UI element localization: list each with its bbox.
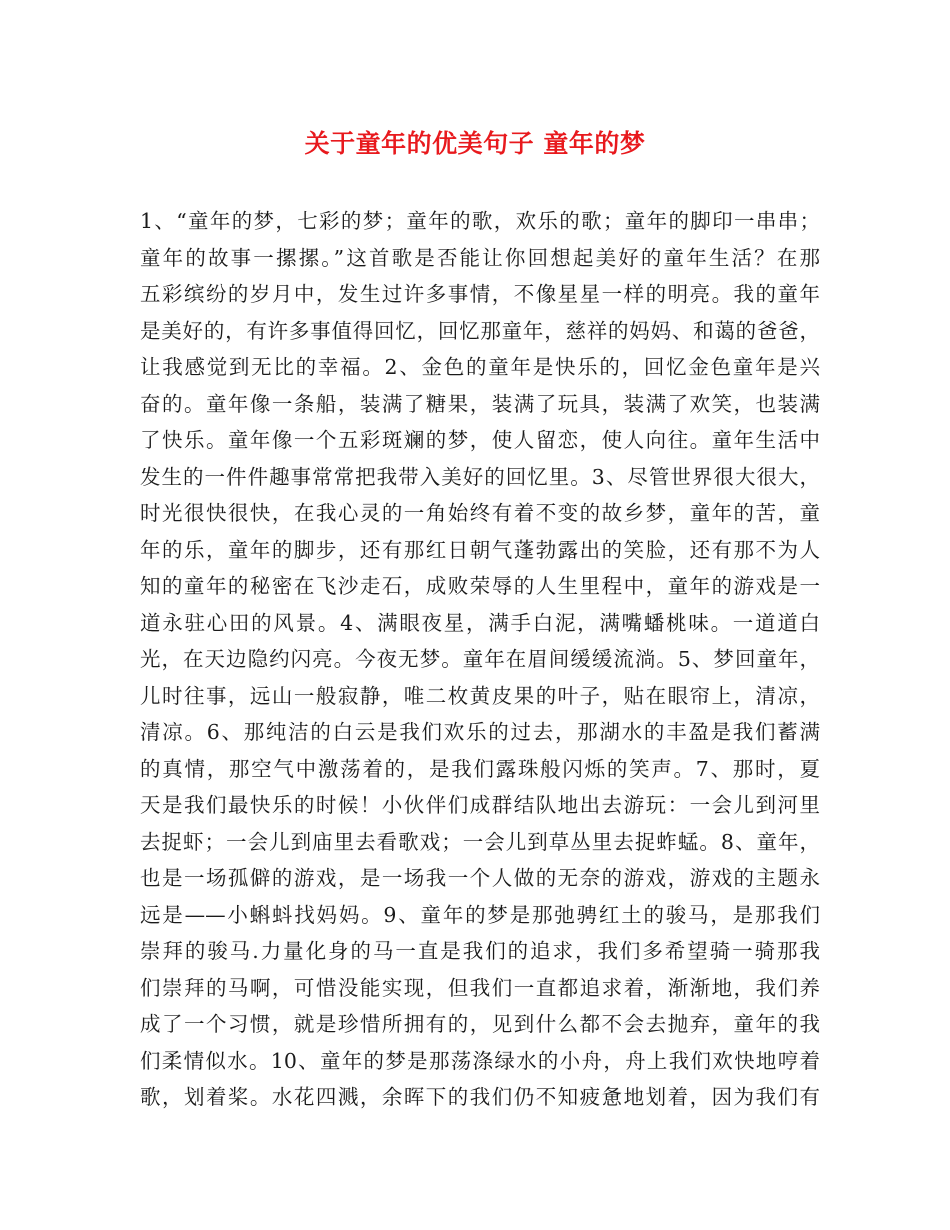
body-line: 年的乐，童年的脚步，还有那红日朝气蓬勃露出的笑脸，还有那不为人 (140, 537, 820, 562)
body-line: 远是——小蝌蚪找妈妈。9、童年的梦是那弛骋红土的骏马，是那我们 (140, 902, 820, 927)
body-line: 儿时往事，远山一般寂静，唯二枚黄皮果的叶子，贴在眼帘上，清凉， (140, 683, 820, 708)
document-body (140, 203, 820, 1116)
body-line: 歌，划着桨。水花四溅，余晖下的我们仍不知疲惫地划着，因为我们有 (140, 1085, 820, 1109)
document-title: 关于童年的优美句子 童年的梦 (304, 129, 646, 158)
body-line: 发生的一件件趣事常常把我带入美好的回忆里。3、尽管世界很大很大， (140, 464, 820, 489)
body-line: 去捉虾；一会儿到庙里去看歌戏；一会儿到草丛里去捉蚱蜢。8、童年， (140, 829, 820, 854)
body-line: 们柔情似水。10、童年的梦是那荡涤绿水的小舟，舟上我们欢快地哼着 (140, 1048, 820, 1073)
body-line: 的真情，那空气中激荡着的，是我们露珠般闪烁的笑声。7、那时，夏 (140, 756, 820, 781)
body-line: 是美好的，有许多事值得回忆，回忆那童年，慈祥的妈妈、和蔼的爸爸， (140, 318, 820, 343)
body-line: 让我感觉到无比的幸福。2、金色的童年是快乐的，回忆金色童年是兴 (140, 355, 820, 379)
body-line: 道永驻心田的风景。4、满眼夜星，满手白泥，满嘴蟠桃味。一道道白 (140, 610, 820, 635)
body-line: 光，在天边隐约闪亮。今夜无梦。童年在眉间缓缓流淌。5、梦回童年， (140, 647, 820, 671)
body-line: 了快乐。童年像一个五彩斑斓的梦，使人留恋，使人向往。童年生活中 (140, 428, 820, 452)
body-line: 崇拜的骏马.力量化身的马一直是我们的追求，我们多希望骑一骑那我 (140, 939, 820, 963)
body-line: 1、“童年的梦，七彩的梦；童年的歌，欢乐的歌；童年的脚印一串串； (140, 209, 820, 233)
body-line: 奋的。童年像一条船，装满了糖果，装满了玩具，装满了欢笑，也装满 (140, 391, 820, 416)
body-line: 天是我们最快乐的时候！小伙伴们成群结队地出去游玩：一会儿到河里 (140, 793, 820, 817)
body-line: 五彩缤纷的岁月中，发生过许多事情，不像星星一样的明亮。我的童年 (140, 282, 820, 306)
body-line: 知的童年的秘密在飞沙走石，成败荣辱的人生里程中，童年的游戏是一 (140, 574, 820, 598)
body-line: 成了一个习惯，就是珍惜所拥有的，见到什么都不会去抛弃，童年的我 (140, 1012, 820, 1036)
body-line: 时光很快很快，在我心灵的一角始终有着不变的故乡梦，童年的苦，童 (140, 501, 820, 525)
body-line: 们崇拜的马啊，可惜没能实现，但我们一直都追求着，渐渐地，我们养 (140, 975, 820, 1000)
body-line: 童年的故事一摞摞。”这首歌是否能让你回想起美好的童年生活？在那 (140, 245, 820, 270)
body-line: 也是一场孤僻的游戏，是一场我一个人做的无奈的游戏，游戏的主题永 (140, 866, 820, 890)
body-line: 清凉。6、那纯洁的白云是我们欢乐的过去，那湖水的丰盈是我们蓄满 (140, 720, 820, 744)
